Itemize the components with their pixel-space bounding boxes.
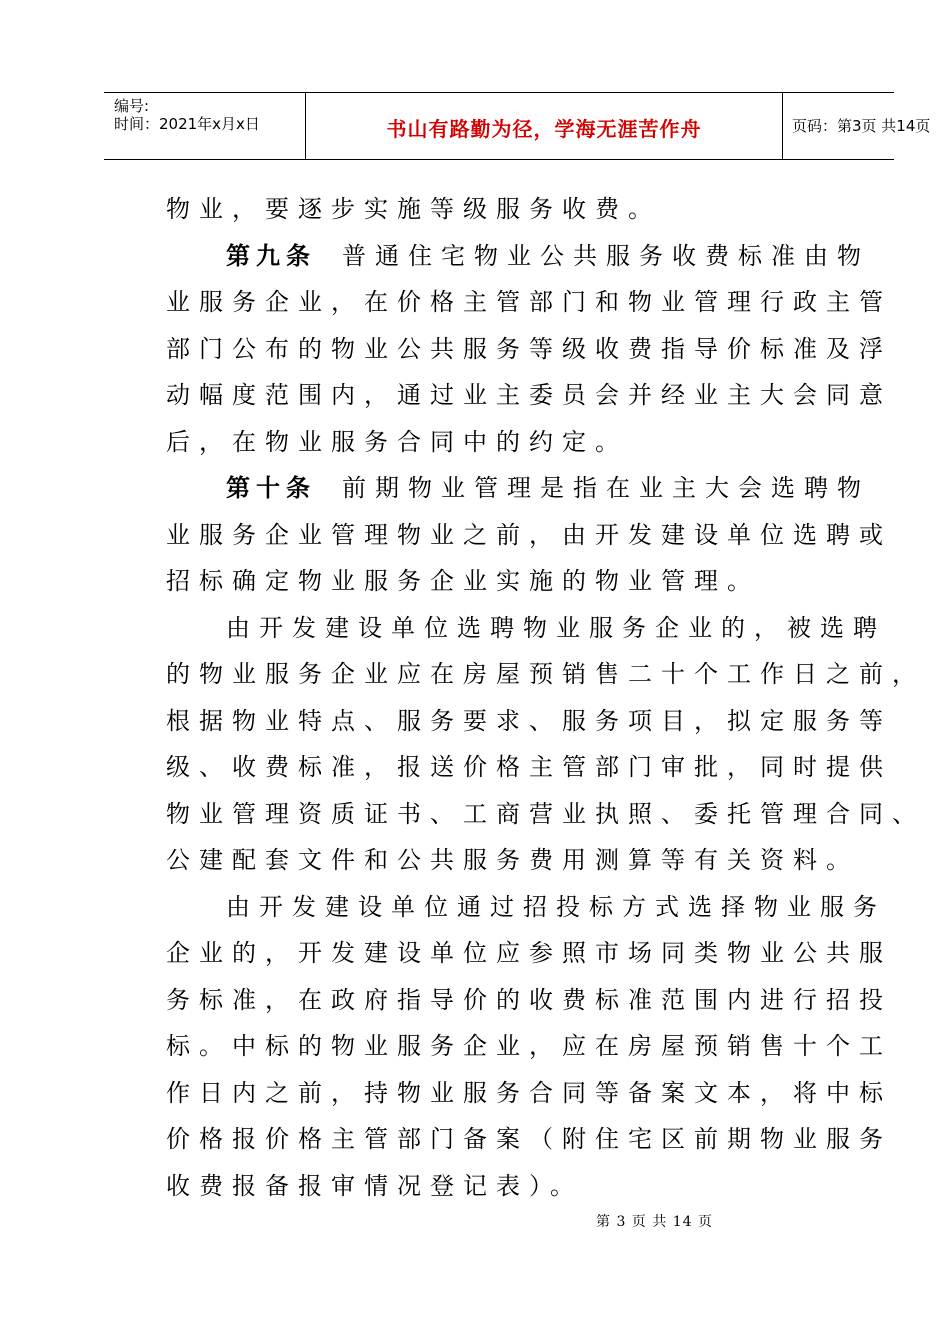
text-line: 业服务企业管理物业之前，由开发建设单位选聘或 [166,520,892,549]
text-line: 公建配套文件和公共服务费用测算等有关资料。 [166,846,859,874]
text-line: 由开发建设单位通过招投标方式选择物业服务 [226,892,886,921]
page-footer: 第 3 页 共 14 页 [596,1214,713,1230]
text-line: 标。中标的物业服务企业，应在房屋预销售十个工 [166,1032,892,1060]
text-line: 招标确定物业服务企业实施的物业管理。 [166,567,760,595]
text-line: 作日内之前，持物业服务合同等备案文本，将中标 [166,1078,892,1107]
header-motto-cell [305,93,783,159]
text-line: 价格报价格主管部门备案（附住宅区前期物业服务 [166,1125,892,1153]
text-line: 根据物业特点、服务要求、服务项目，拟定服务等 [166,706,892,735]
text-line: 级、收费标准，报送价格主管部门审批，同时提供 [166,753,892,781]
header-motto: 书山有路勤为径，学海无涯苦作舟 [386,117,702,141]
text-line: 收费报备报审情况登记表）。 [166,1171,583,1200]
text-line: 部门公布的物业公共服务等级收费指导价标准及浮 [166,334,892,363]
text-line: 前期物业管理是指在业主大会选聘物 [342,474,870,502]
page-header [104,92,931,160]
text-line: 普通住宅物业公共服务收费标准由物 [342,241,870,270]
text-line: 的物业服务企业应在房屋预销售二十个工作日之前， [166,660,925,688]
header-page-info: 页码：第3页 共14页 [792,117,931,135]
text-line: 物业，要逐步实施等级服务收费。 [166,195,661,223]
text-line: 由开发建设单位选聘物业服务企业的，被选聘 [226,613,886,642]
text-line: 务标准，在政府指导价的收费标准范围内进行招投 [166,985,892,1014]
article-heading: 第十条 [226,474,316,502]
header-page-cell [782,93,931,159]
document-time-label: 时间：2021年x月x日 [114,115,260,133]
article-9-first-line [166,233,870,280]
article-heading: 第九条 [226,241,316,270]
text-line: 动幅度范围内，通过业主委员会并经业主大会同意 [166,381,892,409]
text-line: 物业管理资质证书、工商营业执照、委托管理合同、 [166,799,925,828]
text-line: 企业的，开发建设单位应参照市场同类物业公共服 [166,939,892,967]
article-10-first-line [166,465,870,512]
header-meta-cell [104,93,305,159]
document-body [166,186,925,1209]
document-number-label: 编号: [114,97,150,115]
text-line: 业服务企业，在价格主管部门和物业管理行政主管 [166,288,892,316]
text-line: 后，在物业服务合同中的约定。 [166,427,628,456]
